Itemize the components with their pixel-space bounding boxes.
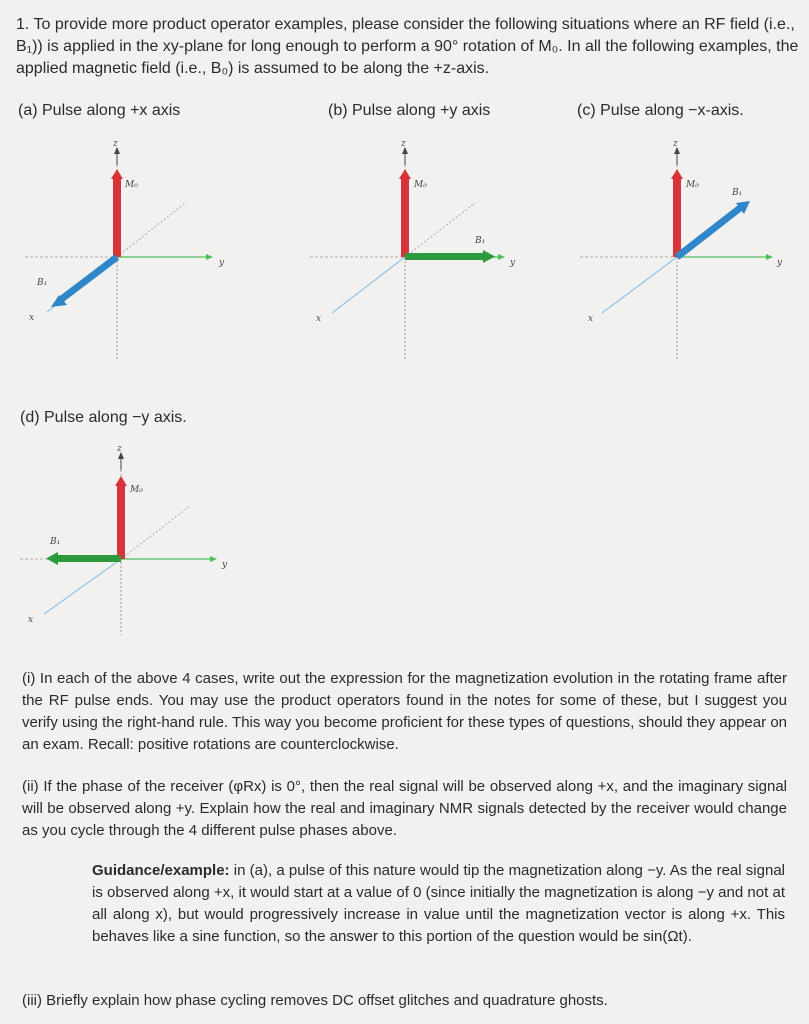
- guidance-text: in (a), a pulse of this nature would tip the magnetization along −y. As the real signal is observed along +x, it would start at a value of 0 (since initially the magnetization is along −y and not at all along x), but would progressively increase in value until the magnetization vector is along +x. This behaves like a sine function, so the answer to this portion of the question would be sin(Ωt).: [92, 862, 785, 945]
- b1-vector: [405, 253, 485, 260]
- z-label: z: [113, 139, 118, 149]
- b1-label: B₁: [37, 278, 48, 288]
- b1-label: B₁: [50, 537, 61, 547]
- m0-vector: [117, 484, 125, 559]
- case-d-label: (d) Pulse along −y axis.: [20, 409, 187, 426]
- m0-label: M₀: [686, 180, 699, 190]
- diagram-d: [20, 440, 240, 640]
- diagram-b: [310, 135, 530, 365]
- b1-label: B₁: [732, 188, 743, 198]
- case-c-label: (c) Pulse along −x-axis.: [577, 102, 744, 119]
- y-label: y: [510, 258, 516, 268]
- question-text: 1. To provide more product operator examples, please consider the following situations where an RF field (i.e., B₁)) is applied in the xy-plane for long enough to perform a 90° rotation of M₀. In all the following examples, the applied magnetic field (i.e., B₀) is assumed to be along the +z-axis.: [16, 16, 799, 77]
- m0-vector: [401, 177, 409, 257]
- y-label: y: [219, 258, 225, 268]
- guidance-label: Guidance/example:: [92, 862, 230, 879]
- m0-vector: [113, 177, 121, 257]
- y-label: y: [222, 560, 228, 570]
- case-a-label: (a) Pulse along +x axis: [18, 102, 181, 119]
- z-label: z: [401, 139, 406, 149]
- x-label: x: [588, 314, 594, 324]
- x-label: x: [29, 313, 35, 323]
- part-iii-text: (iii) Briefly explain how phase cycling removes DC offset glitches and quadrature ghosts.: [22, 992, 608, 1009]
- case-b-label: (b) Pulse along +y axis: [328, 102, 491, 119]
- part-ii-text: (ii) If the phase of the receiver (φRx) is 0°, then the real signal will be observed along +x, and the imaginary signal will be observed along +y. Explain how the real and imaginary NMR signals detected by the receiver would change as you cycle through the 4 different pulse phases above.: [22, 778, 787, 839]
- b1-vector: [56, 555, 121, 562]
- z-label: z: [117, 444, 122, 454]
- y-label: y: [777, 258, 783, 268]
- m0-vector: [673, 177, 681, 257]
- diagram-a: [25, 135, 235, 365]
- m0-label: M₀: [414, 180, 427, 190]
- diagram-c: [580, 135, 795, 365]
- x-label: x: [28, 615, 34, 625]
- b1-vector: [59, 257, 117, 301]
- x-label: x: [316, 314, 322, 324]
- z-label: z: [673, 139, 678, 149]
- m0-label: M₀: [125, 180, 138, 190]
- guidance-block: [92, 860, 785, 948]
- m0-label: M₀: [130, 485, 143, 495]
- part-i-text: (i) In each of the above 4 cases, write out the expression for the magnetization evolution in the rotating frame after the RF pulse ends. You may use the product operators found in the notes for some of these, but I suggest you verify using the right-hand rule. This way you become proficient for these types of questions, should they appear on an exam. Recall: positive rotations are counterclockwise.: [22, 670, 787, 753]
- b1-vector: [677, 208, 740, 257]
- b1-label: B₁: [475, 236, 486, 246]
